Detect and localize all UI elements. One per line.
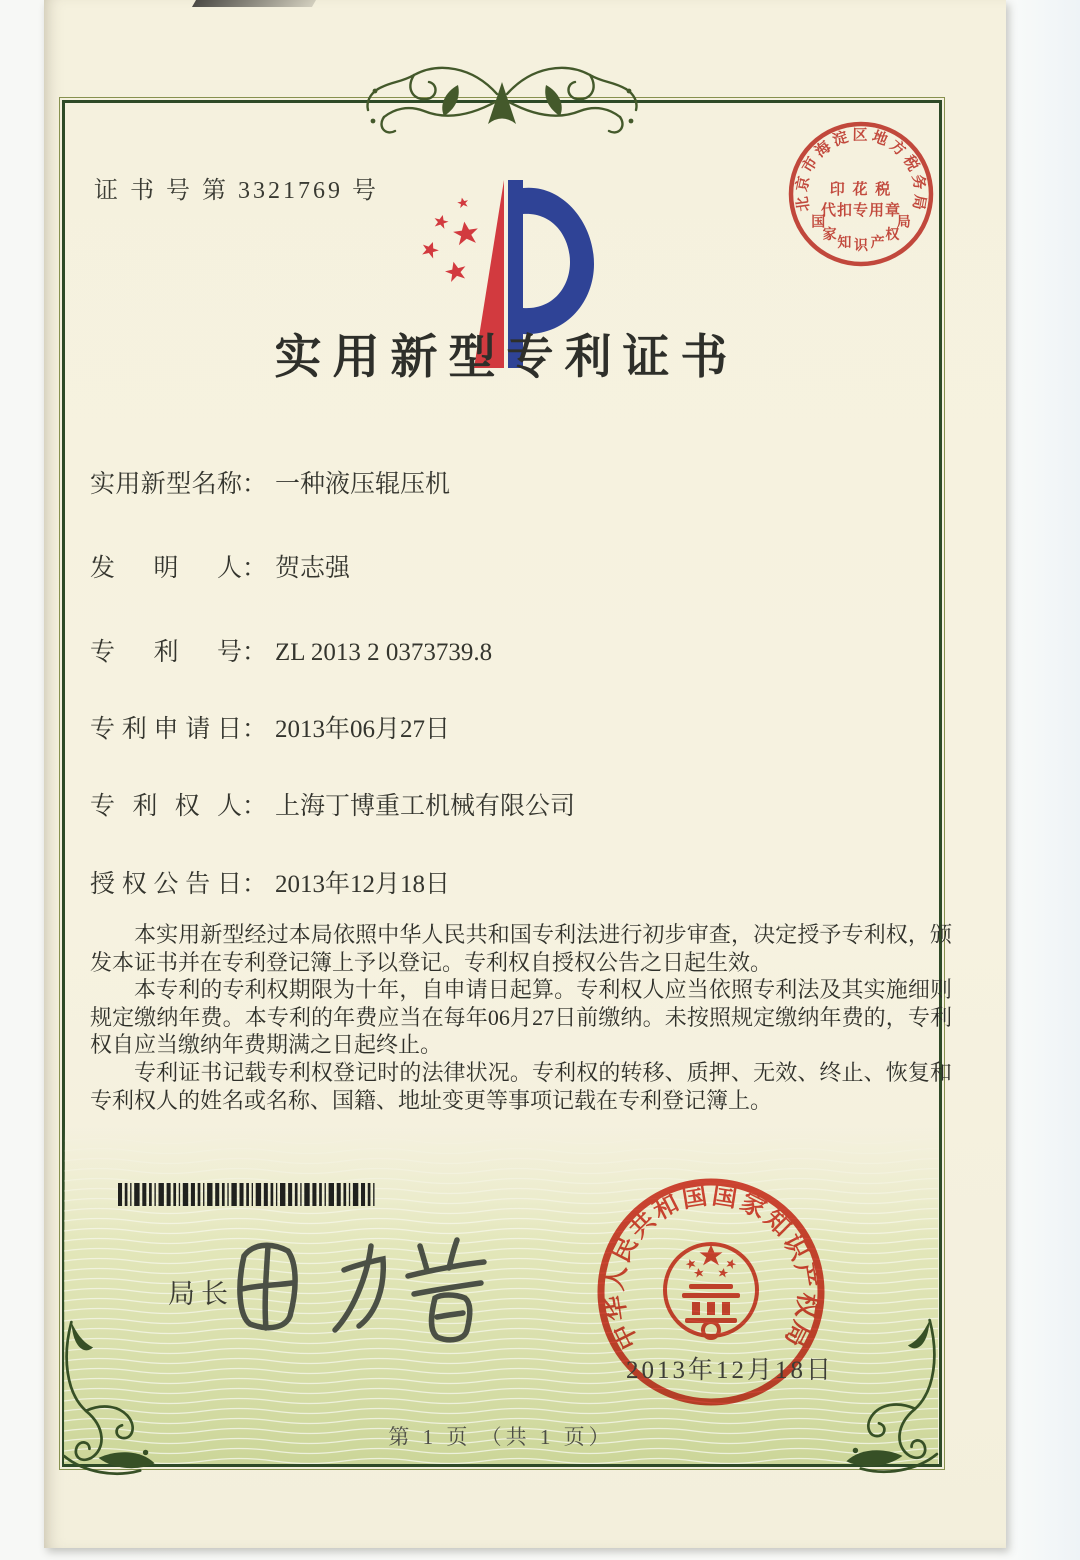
field-label: 发明人 bbox=[90, 555, 242, 582]
field-value: ZL 2013 2 0373739.8 bbox=[275, 639, 493, 666]
field-colon: ： bbox=[242, 716, 268, 743]
tax-stamp-top-arc-text: 北京市海淀区地方税务局 bbox=[794, 127, 928, 215]
legal-text-block bbox=[90, 921, 952, 1114]
svg-text:产: 产 bbox=[870, 236, 885, 252]
top-flourish-ornament bbox=[342, 56, 662, 156]
field-label: 专利申请日 bbox=[90, 716, 242, 743]
page-number-footer: 第 1 页 （共 1 页） bbox=[388, 1425, 614, 1449]
field-patentee bbox=[90, 786, 575, 822]
national-emblem bbox=[665, 1244, 757, 1338]
legal-paragraph-3: 专利证书记载专利权登记时的法律状况。专利权的转移、质押、无效、终止、恢复和专利权人的姓名或名称、国籍、地址变更等事项记载在专利登记簿上。 bbox=[90, 1059, 952, 1113]
director-label: 局长 bbox=[168, 1279, 234, 1309]
seal-date: 2013年12月18日 bbox=[626, 1357, 835, 1384]
field-colon: ： bbox=[242, 793, 268, 820]
field-label: 专利号 bbox=[90, 639, 242, 666]
field-value: 2013年06月27日 bbox=[275, 716, 451, 743]
field-colon: ： bbox=[242, 471, 268, 498]
certificate-title: 实用新型专利证书 bbox=[274, 332, 739, 384]
field-patent-number bbox=[90, 632, 492, 668]
field-label: 实用新型名称 bbox=[90, 471, 242, 498]
certificate-page bbox=[44, 0, 1006, 1548]
corner-ornament-bottom-left bbox=[46, 1320, 218, 1488]
seal-ring-text: 中华人民共和国国家知识产权局 bbox=[601, 1182, 821, 1354]
tax-stamp-line1: 印 花 税 bbox=[829, 182, 893, 198]
svg-text:知: 知 bbox=[837, 236, 852, 252]
barcode bbox=[118, 1183, 380, 1206]
stamp-tax-withholding bbox=[786, 119, 936, 269]
field-label: 专利权人 bbox=[90, 793, 242, 820]
field-utility-model-name bbox=[90, 464, 450, 500]
field-inventor bbox=[90, 548, 350, 584]
field-label: 授权公告日 bbox=[90, 871, 242, 898]
svg-text:识: 识 bbox=[854, 238, 868, 254]
field-value: 上海丁博重工机械有限公司 bbox=[275, 793, 576, 820]
certificate-number: 证 书 号 第 3321769 号 bbox=[94, 178, 379, 204]
tax-stamp-line2: 代扣专用章 bbox=[820, 203, 902, 219]
svg-text:北京市海淀区地方税务局 bbox=[793, 127, 930, 215]
field-value: 2013年12月18日 bbox=[275, 871, 451, 898]
field-colon: ： bbox=[242, 871, 268, 898]
field-colon: ： bbox=[242, 639, 268, 666]
field-colon: ： bbox=[242, 555, 268, 582]
field-filing-date bbox=[90, 709, 450, 745]
svg-text:家: 家 bbox=[822, 228, 837, 244]
scan-artifact bbox=[192, 0, 316, 7]
field-value: 一种液压辊压机 bbox=[275, 471, 451, 498]
svg-text:权: 权 bbox=[885, 228, 900, 244]
legal-paragraph-1: 本实用新型经过本局依照中华人民共和国专利法进行初步审查，决定授予专利权，颁发本证书并在专利登记簿上予以登记。专利权自授权公告之日起生效。 bbox=[90, 922, 952, 975]
svg-text:局: 局 bbox=[896, 215, 911, 231]
logo-stars bbox=[420, 196, 480, 282]
tax-stamp-bottom-arc-text bbox=[811, 214, 911, 254]
legal-paragraph-2: 本专利的专利权期限为十年，自申请日起算。专利权人应当依照专利法及其实施细则规定缴纳年费。本专利的年费应当在每年06月27日前缴纳。未按照规定缴纳年费的，专利权自应当缴纳年费期满之日起终止。 bbox=[90, 977, 952, 1058]
svg-text:国: 国 bbox=[811, 215, 826, 231]
field-grant-date bbox=[90, 864, 450, 900]
director-signature-handwriting bbox=[224, 1218, 524, 1358]
svg-text:中华人民共和国国家知识产权局 bbox=[600, 1181, 823, 1354]
field-value: 贺志强 bbox=[275, 555, 351, 582]
